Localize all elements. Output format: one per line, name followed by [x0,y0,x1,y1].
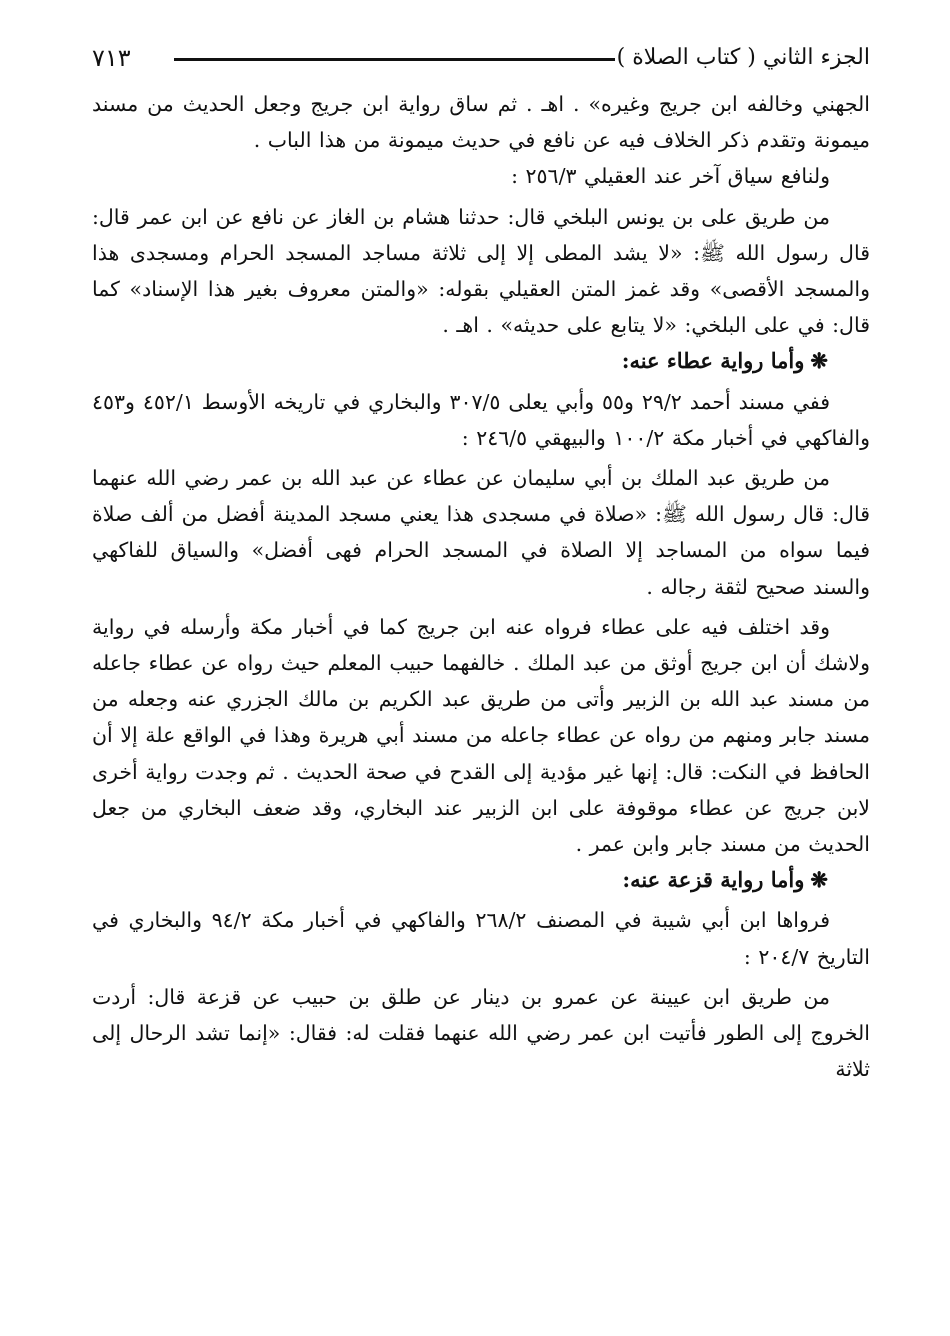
running-head-title: الجزء الثاني ( كتاب الصلاة ) [616,45,870,70]
asterism-icon: ❋ [810,867,828,893]
paragraph-1: الجهني وخالفه ابن جريج وغيره» . اهـ . ثم ساق رواية ابن جريج وجعل الحديث من مسند ميمونة وتقدم ذكر الخلاف فيه عن نافع في حديث ميمونة من هذا الباب . [92,92,870,153]
paragraph-5: من طريق عبد الملك بن أبي سليمان عن عطاء عن عبد الله بن عمر رضي الله عنهما قال: قال رسول الله ﷺ: «صلاة في مسجدى هذا يعني مسجد المدينة أفضل من ألف صلاة فيما سواه من المساجد إلا الصلاة في المسجد الحرام فهى أفضل» والسياق للفاكهي والسند صحيح لثقة رجاله . [92,466,870,599]
section-heading-text: وأما رواية عطاء عنه: [621,348,805,374]
page-body [92,86,870,1316]
asterism-icon: ❋ [810,348,828,374]
page-number: ٧١٣ [92,44,131,72]
paragraph-4: ففي مسند أحمد ٢٩/٢ و٥٥ وأبي يعلى ٣٠٧/٥ والبخاري في تاريخه الأوسط ٤٥٢/١ و٤٥٣ والفاكهي في أخبار مكة ١٠٠/٢ والبيهقي ٢٤٦/٥ : [92,389,870,450]
paragraph-3: من طريق على بن يونس البلخي قال: حدثنا هشام بن الغاز عن نافع عن ابن عمر قال: قال رسول الله ﷺ: «لا يشد المطى إلا إلى ثلاثة مساجد المسجد الحرام ومسجدى هذا والمسجد الأقصى» وقد غمز المتن العقيلي بقوله: «والمتن معروف بغير هذا الإسناد» كما قال: في على البلخي: «لا يتابع على حديثه» . اهـ . [92,204,870,338]
paragraph-6: وقد اختلف فيه على عطاء فرواه عنه ابن جريج كما في أخبار مكة وأرسله في رواية ولاشك أن ابن جريج أوثق من عبد الملك . خالفهما حبيب المعلم حيث رواه عن عطاء جاعله من مسند عبد الله بن الزبير وأتى من طريق عبد الكريم بن مالك الجزري عنه وجعله من مسند جابر ومنهم من رواه عن عطاء جاعله من مسند أبي هريرة وهذا في الواقع علة إلا أن الحافظ في النكت: قال: إنها غير مؤدية إلى القدح في صحة الحديث . ثم وجدت رواية أخرى لابن جريج عن عطاء موقوفة على ابن الزبير عند البخاري، وقد ضعف البخاري من جعل الحديث من مسند جابر وابن عمر . [92,614,870,857]
paragraph-7: فرواها ابن أبي شيبة في المصنف ٢٦٨/٢ والفاكهي في أخبار مكة ٩٤/٢ والبخاري في التاريخ ٢٠٤/٧ : [92,908,870,969]
paragraph-2: ولنافع سياق آخر عند العقيلي ٢٥٦/٣ : [511,164,830,189]
section-heading-ata [92,343,870,379]
paragraph-8: من طريق ابن عيينة عن عمرو بن دينار عن طلق بن حبيب عن قزعة قال: أردت الخروج إلى الطور فأتيت ابن عمر رضي الله عنهما فقلت له: فقال: «إنما تشد الرحال إلى ثلاثة [92,984,870,1082]
section-heading-qazaa [92,862,870,898]
header-rule [174,58,615,61]
section-heading-text: وأما رواية قزعة عنه: [622,867,805,893]
page-header [92,38,870,78]
